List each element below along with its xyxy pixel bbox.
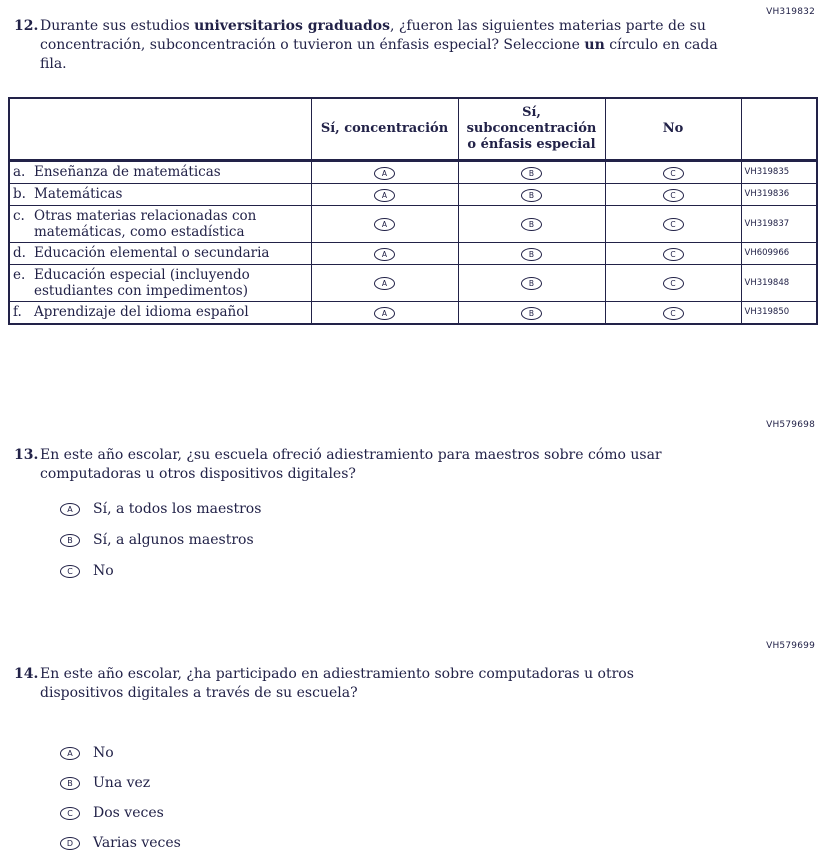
answer-bubble-a[interactable]: A [60, 503, 80, 516]
code-column-header [741, 98, 817, 160]
row-label: Otras materias relacionadas con matemáticas, como estadística [34, 207, 257, 240]
row-code: VH319848 [741, 264, 817, 301]
table-row [9, 264, 817, 301]
question-14-options [60, 743, 181, 863]
answer-option[interactable] [60, 530, 261, 550]
table-row [9, 301, 817, 324]
row-code: VH319837 [741, 205, 817, 242]
row-code: VH319835 [741, 160, 817, 183]
answer-bubble-b[interactable]: B [60, 777, 80, 790]
option-label: Sí, a todos los maestros [93, 501, 262, 517]
row-label: Educación elemental o secundaria [34, 245, 270, 261]
vh-code-q14: VH579699 [766, 641, 815, 651]
column-header-concentracion: Sí, concentración [311, 98, 458, 160]
answer-bubble-a[interactable]: A [374, 189, 395, 202]
option-label: Sí, a algunos maestros [93, 532, 254, 548]
question-number: 13. [14, 447, 39, 463]
question-text: Durante sus estudios universitarios graduados, ¿fueron las siguientes materias parte de su concentración, subconcentración o tuvieron un énfasis especial? Seleccione un círculo en cada fila. [40, 18, 718, 72]
row-label: Educación especial (incluyendo estudiantes con impedimentos) [34, 266, 250, 299]
answer-bubble-b[interactable]: B [521, 189, 542, 202]
corner-cell [9, 98, 311, 160]
vh-code-q12: VH319832 [766, 7, 815, 17]
column-header-no: No [605, 98, 741, 160]
answer-bubble-c[interactable]: C [60, 565, 80, 578]
table-row [9, 160, 817, 183]
option-label: Varias veces [93, 835, 181, 851]
answer-bubble-a[interactable]: A [374, 167, 395, 180]
vh-code-q13: VH579698 [766, 420, 815, 430]
answer-bubble-a[interactable]: A [60, 747, 80, 760]
answer-bubble-c[interactable]: C [663, 218, 684, 231]
answer-bubble-b[interactable]: B [521, 218, 542, 231]
answer-bubble-a[interactable]: A [374, 248, 395, 261]
subject-table [8, 97, 818, 325]
answer-bubble-c[interactable]: C [60, 807, 80, 820]
answer-bubble-a[interactable]: A [374, 218, 395, 231]
row-letter: e. [13, 266, 26, 283]
answer-bubble-b[interactable]: B [521, 248, 542, 261]
answer-bubble-c[interactable]: C [663, 167, 684, 180]
option-label: No [93, 563, 114, 579]
column-header-subconcentracion: Sí, subconcentración o énfasis especial [458, 98, 605, 160]
question-13 [14, 446, 674, 484]
row-letter: a. [13, 164, 26, 180]
row-code: VH609966 [741, 242, 817, 264]
answer-bubble-c[interactable]: C [663, 248, 684, 261]
question-text: En este año escolar, ¿su escuela ofreció adiestramiento para maestros sobre cómo usar computadoras u otros dispositivos digitales? [40, 447, 662, 482]
question-text: En este año escolar, ¿ha participado en adiestramiento sobre computadoras u otros dispositivos digitales a través de su escuela? [40, 666, 634, 701]
question-number: 12. [14, 18, 39, 34]
answer-option[interactable] [60, 561, 261, 581]
option-label: Una vez [93, 775, 151, 791]
row-letter: b. [13, 186, 26, 202]
answer-bubble-d[interactable]: D [60, 837, 80, 850]
answer-option[interactable] [60, 833, 181, 853]
table-row [9, 183, 817, 205]
row-label: Aprendizaje del idioma español [34, 304, 249, 320]
question-13-options [60, 499, 261, 592]
answer-bubble-b[interactable]: B [521, 167, 542, 180]
row-code: VH319836 [741, 183, 817, 205]
answer-bubble-c[interactable]: C [663, 189, 684, 202]
answer-option[interactable] [60, 773, 181, 793]
question-12 [14, 17, 720, 74]
answer-option[interactable] [60, 743, 181, 763]
row-letter: f. [13, 304, 22, 320]
answer-bubble-a[interactable]: A [374, 277, 395, 290]
answer-bubble-a[interactable]: A [374, 307, 395, 320]
row-label: Enseñanza de matemáticas [34, 164, 221, 180]
answer-option[interactable] [60, 499, 261, 519]
option-label: No [93, 745, 114, 761]
question-14 [14, 665, 714, 703]
row-label: Matemáticas [34, 186, 123, 202]
table-row [9, 205, 817, 242]
answer-bubble-b[interactable]: B [521, 277, 542, 290]
question-number: 14. [14, 666, 39, 682]
answer-bubble-b[interactable]: B [60, 534, 80, 547]
answer-bubble-b[interactable]: B [521, 307, 542, 320]
answer-bubble-c[interactable]: C [663, 307, 684, 320]
answer-bubble-c[interactable]: C [663, 277, 684, 290]
option-label: Dos veces [93, 805, 164, 821]
table-row [9, 242, 817, 264]
row-letter: d. [13, 245, 26, 261]
row-letter: c. [13, 207, 25, 224]
row-code: VH319850 [741, 301, 817, 324]
answer-option[interactable] [60, 803, 181, 823]
